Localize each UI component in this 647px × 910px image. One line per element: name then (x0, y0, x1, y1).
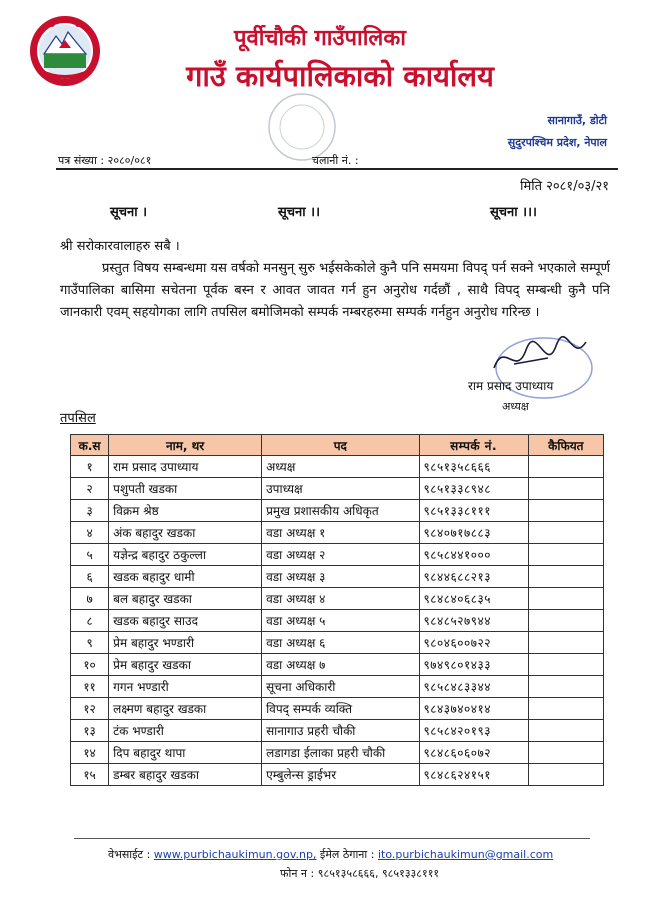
signatory-name: राम प्रसाद उपाध्याय (468, 379, 554, 393)
table-row (71, 654, 604, 676)
cell-serial: ७ (71, 588, 109, 610)
cell-post: अध्यक्ष (262, 456, 419, 478)
cell-name: विक्रम श्रेष्ठ (109, 500, 262, 522)
date-label: मिति (520, 179, 543, 194)
cell-remarks (528, 522, 603, 544)
cell-name: बल बहादुर खडका (109, 588, 262, 610)
cell-serial: १५ (71, 764, 109, 786)
cell-name: लक्ष्मण बहादुर खडका (109, 698, 262, 720)
cell-name: अंक बहादुर खडका (109, 522, 262, 544)
cell-serial: १३ (71, 720, 109, 742)
cell-remarks (528, 676, 603, 698)
cell-remarks (528, 632, 603, 654)
cell-remarks (528, 654, 603, 676)
table-row (71, 764, 604, 786)
cell-name: गगन भण्डारी (109, 676, 262, 698)
cell-remarks (528, 456, 603, 478)
reference-number (58, 153, 151, 168)
cell-name: प्रेम बहादुर खडका (109, 654, 262, 676)
cell-post: प्रमुख प्रशासकीय अधिकृत (262, 500, 419, 522)
table-row (71, 632, 604, 654)
table-row (71, 500, 604, 522)
table-row (71, 478, 604, 500)
cell-serial: १४ (71, 742, 109, 764)
cell-serial: ५ (71, 544, 109, 566)
contacts-table (70, 434, 604, 786)
cell-post: वडा अध्यक्ष ७ (262, 654, 419, 676)
address-line-1: सानागाउँ, डोटी (547, 114, 607, 127)
cell-name: राम प्रसाद उपाध्याय (109, 456, 262, 478)
cell-remarks (528, 742, 603, 764)
cell-contact: ९७४९८०१४३३ (419, 654, 528, 676)
cell-remarks (528, 698, 603, 720)
cell-post: वडा अध्यक्ष २ (262, 544, 419, 566)
cell-serial: ३ (71, 500, 109, 522)
header-divider (56, 168, 618, 170)
cell-contact: ९८४४६८८२१३ (419, 566, 528, 588)
table-row (71, 698, 604, 720)
cell-contact: ९८५८४८३३४४ (419, 676, 528, 698)
website-label: वेभसाईट : (108, 848, 151, 861)
cell-post: वडा अध्यक्ष १ (262, 522, 419, 544)
cell-name: प्रेम बहादुर भण्डारी (109, 632, 262, 654)
cell-contact: ९८५८४२०१९३ (419, 720, 528, 742)
cell-post: वडा अध्यक्ष ६ (262, 632, 419, 654)
cell-post: विपद् सम्पर्क व्यक्ति (262, 698, 419, 720)
cell-remarks (528, 764, 603, 786)
cell-serial: ८ (71, 610, 109, 632)
cell-post: वडा अध्यक्ष ५ (262, 610, 419, 632)
date-value: २०८१/०३/२१ (546, 179, 609, 194)
table-row (71, 742, 604, 764)
table-row (71, 522, 604, 544)
cell-remarks (528, 610, 603, 632)
cell-contact: ९८५१३३८१११ (419, 500, 528, 522)
website-link[interactable]: www.purbichaukimun.gov.np, (153, 848, 317, 861)
letter-date (520, 176, 609, 194)
cell-remarks (528, 500, 603, 522)
footer-contact-line (108, 847, 553, 862)
municipality-name: पूर्वीचौकी गाउँपालिका (234, 25, 406, 51)
reference-label: पत्र संख्या : (58, 154, 105, 167)
cell-post: एम्बुलेन्स ड्राईभर (262, 764, 419, 786)
cell-remarks (528, 544, 603, 566)
email-label: ईमेल ठेगाना : (319, 848, 375, 861)
cell-contact: ९८४८५२७९४४ (419, 610, 528, 632)
table-header-row (71, 435, 604, 456)
footer-phone-line (280, 866, 439, 881)
address-line-2: सुदुरपश्चिम प्रदेश, नेपाल (507, 136, 607, 149)
cell-post: सानागाउ प्रहरी चौकी (262, 720, 419, 742)
header-serial: क.स (71, 435, 109, 456)
notice-heading-3: सूचना ।।। (490, 205, 537, 220)
table-row (71, 610, 604, 632)
table-row (71, 566, 604, 588)
nepal-emblem-logo (28, 14, 102, 88)
cell-serial: १२ (71, 698, 109, 720)
cell-remarks (528, 478, 603, 500)
cell-remarks (528, 566, 603, 588)
cell-contact: ९८४३७४०४१४ (419, 698, 528, 720)
cell-post: उपाध्यक्ष (262, 478, 419, 500)
table-row (71, 676, 604, 698)
table-row (71, 588, 604, 610)
header-post: पद (262, 435, 419, 456)
cell-name: पशुपती खडका (109, 478, 262, 500)
table-body (71, 456, 604, 786)
reference-value: २०८०/०८१ (107, 154, 152, 167)
cell-post: सूचना अधिकारी (262, 676, 419, 698)
table-row (71, 544, 604, 566)
letter-body: प्रस्तुत विषय सम्बन्धमा यस वर्षको मनसुन् सुरु भईसकेकोले कुनै पनि समयमा विपद् पर्न सक्ने भएकाले सम्पूर्ण गाउँपालिका बासिमा सचेतना पूर्वक बस्न र आवत जावत गर्न हुन अनुरोध गर्दछौं , साथै विपद् सम्बन्धी कुनै पनि जानकारी एवम् सहयोगका लागि तपसिल बमोजिमको सम्पर्क नम्बरहरुमा सम्पर्क गर्नहुन अनुरोध गरिन्छ । (60, 261, 610, 320)
salutation: श्री सरोकारवालाहरु सबै । (60, 239, 180, 254)
header-contact: सम्पर्क नं. (419, 435, 528, 456)
cell-contact: ९८४८४०६८३५ (419, 588, 528, 610)
office-name: गाउँ कार्यपालिकाको कार्यालय (186, 59, 494, 93)
cell-name: खडक बहादुर धामी (109, 566, 262, 588)
table-row (71, 456, 604, 478)
cell-name: यज्ञेन्द्र बहादुर ठकुल्ला (109, 544, 262, 566)
cell-contact: ९८४८६०६०७२ (419, 742, 528, 764)
header-name: नाम, थर (109, 435, 262, 456)
cell-name: टंक भण्डारी (109, 720, 262, 742)
cell-contact: ९८०४६००७२२ (419, 632, 528, 654)
cell-contact: ९८४०७१७८८३ (419, 522, 528, 544)
cell-serial: ४ (71, 522, 109, 544)
cell-serial: ९ (71, 632, 109, 654)
cell-serial: ६ (71, 566, 109, 588)
notice-heading-1: सूचना । (110, 205, 148, 220)
cell-contact: ९८५१३३८९४८ (419, 478, 528, 500)
cell-post: लडागडा ईलाका प्रहरी चौकी (262, 742, 419, 764)
header-remarks: कैफियत (528, 435, 603, 456)
cell-name: डम्बर बहादुर खडका (109, 764, 262, 786)
cell-contact: ९८४८६२४१५१ (419, 764, 528, 786)
cell-post: वडा अध्यक्ष ४ (262, 588, 419, 610)
email-link[interactable]: ito.purbichaukimun@gmail.com (377, 848, 554, 861)
dispatch-number-label: चलानी नं. : (312, 154, 359, 167)
cell-remarks (528, 720, 603, 742)
cell-serial: २ (71, 478, 109, 500)
signatory-title: अध्यक्ष (502, 400, 529, 413)
footer-divider (74, 838, 590, 839)
cell-serial: १० (71, 654, 109, 676)
cell-serial: ११ (71, 676, 109, 698)
table-row (71, 720, 604, 742)
cell-serial: १ (71, 456, 109, 478)
cell-remarks (528, 588, 603, 610)
cell-name: दिप बहादुर थापा (109, 742, 262, 764)
cell-contact: ९८५१३५८६६६ (419, 456, 528, 478)
cell-name: खडक बहादुर साउद (109, 610, 262, 632)
cell-contact: ९८५८४४१००० (419, 544, 528, 566)
phone-value: ९८५१३५८६६६, ९८५१३३८१११ (317, 867, 440, 880)
cell-post: वडा अध्यक्ष ३ (262, 566, 419, 588)
notice-heading-2: सूचना ।। (278, 205, 321, 220)
table-title: तपसिल (60, 411, 96, 426)
phone-label: फोन न : (280, 867, 315, 880)
